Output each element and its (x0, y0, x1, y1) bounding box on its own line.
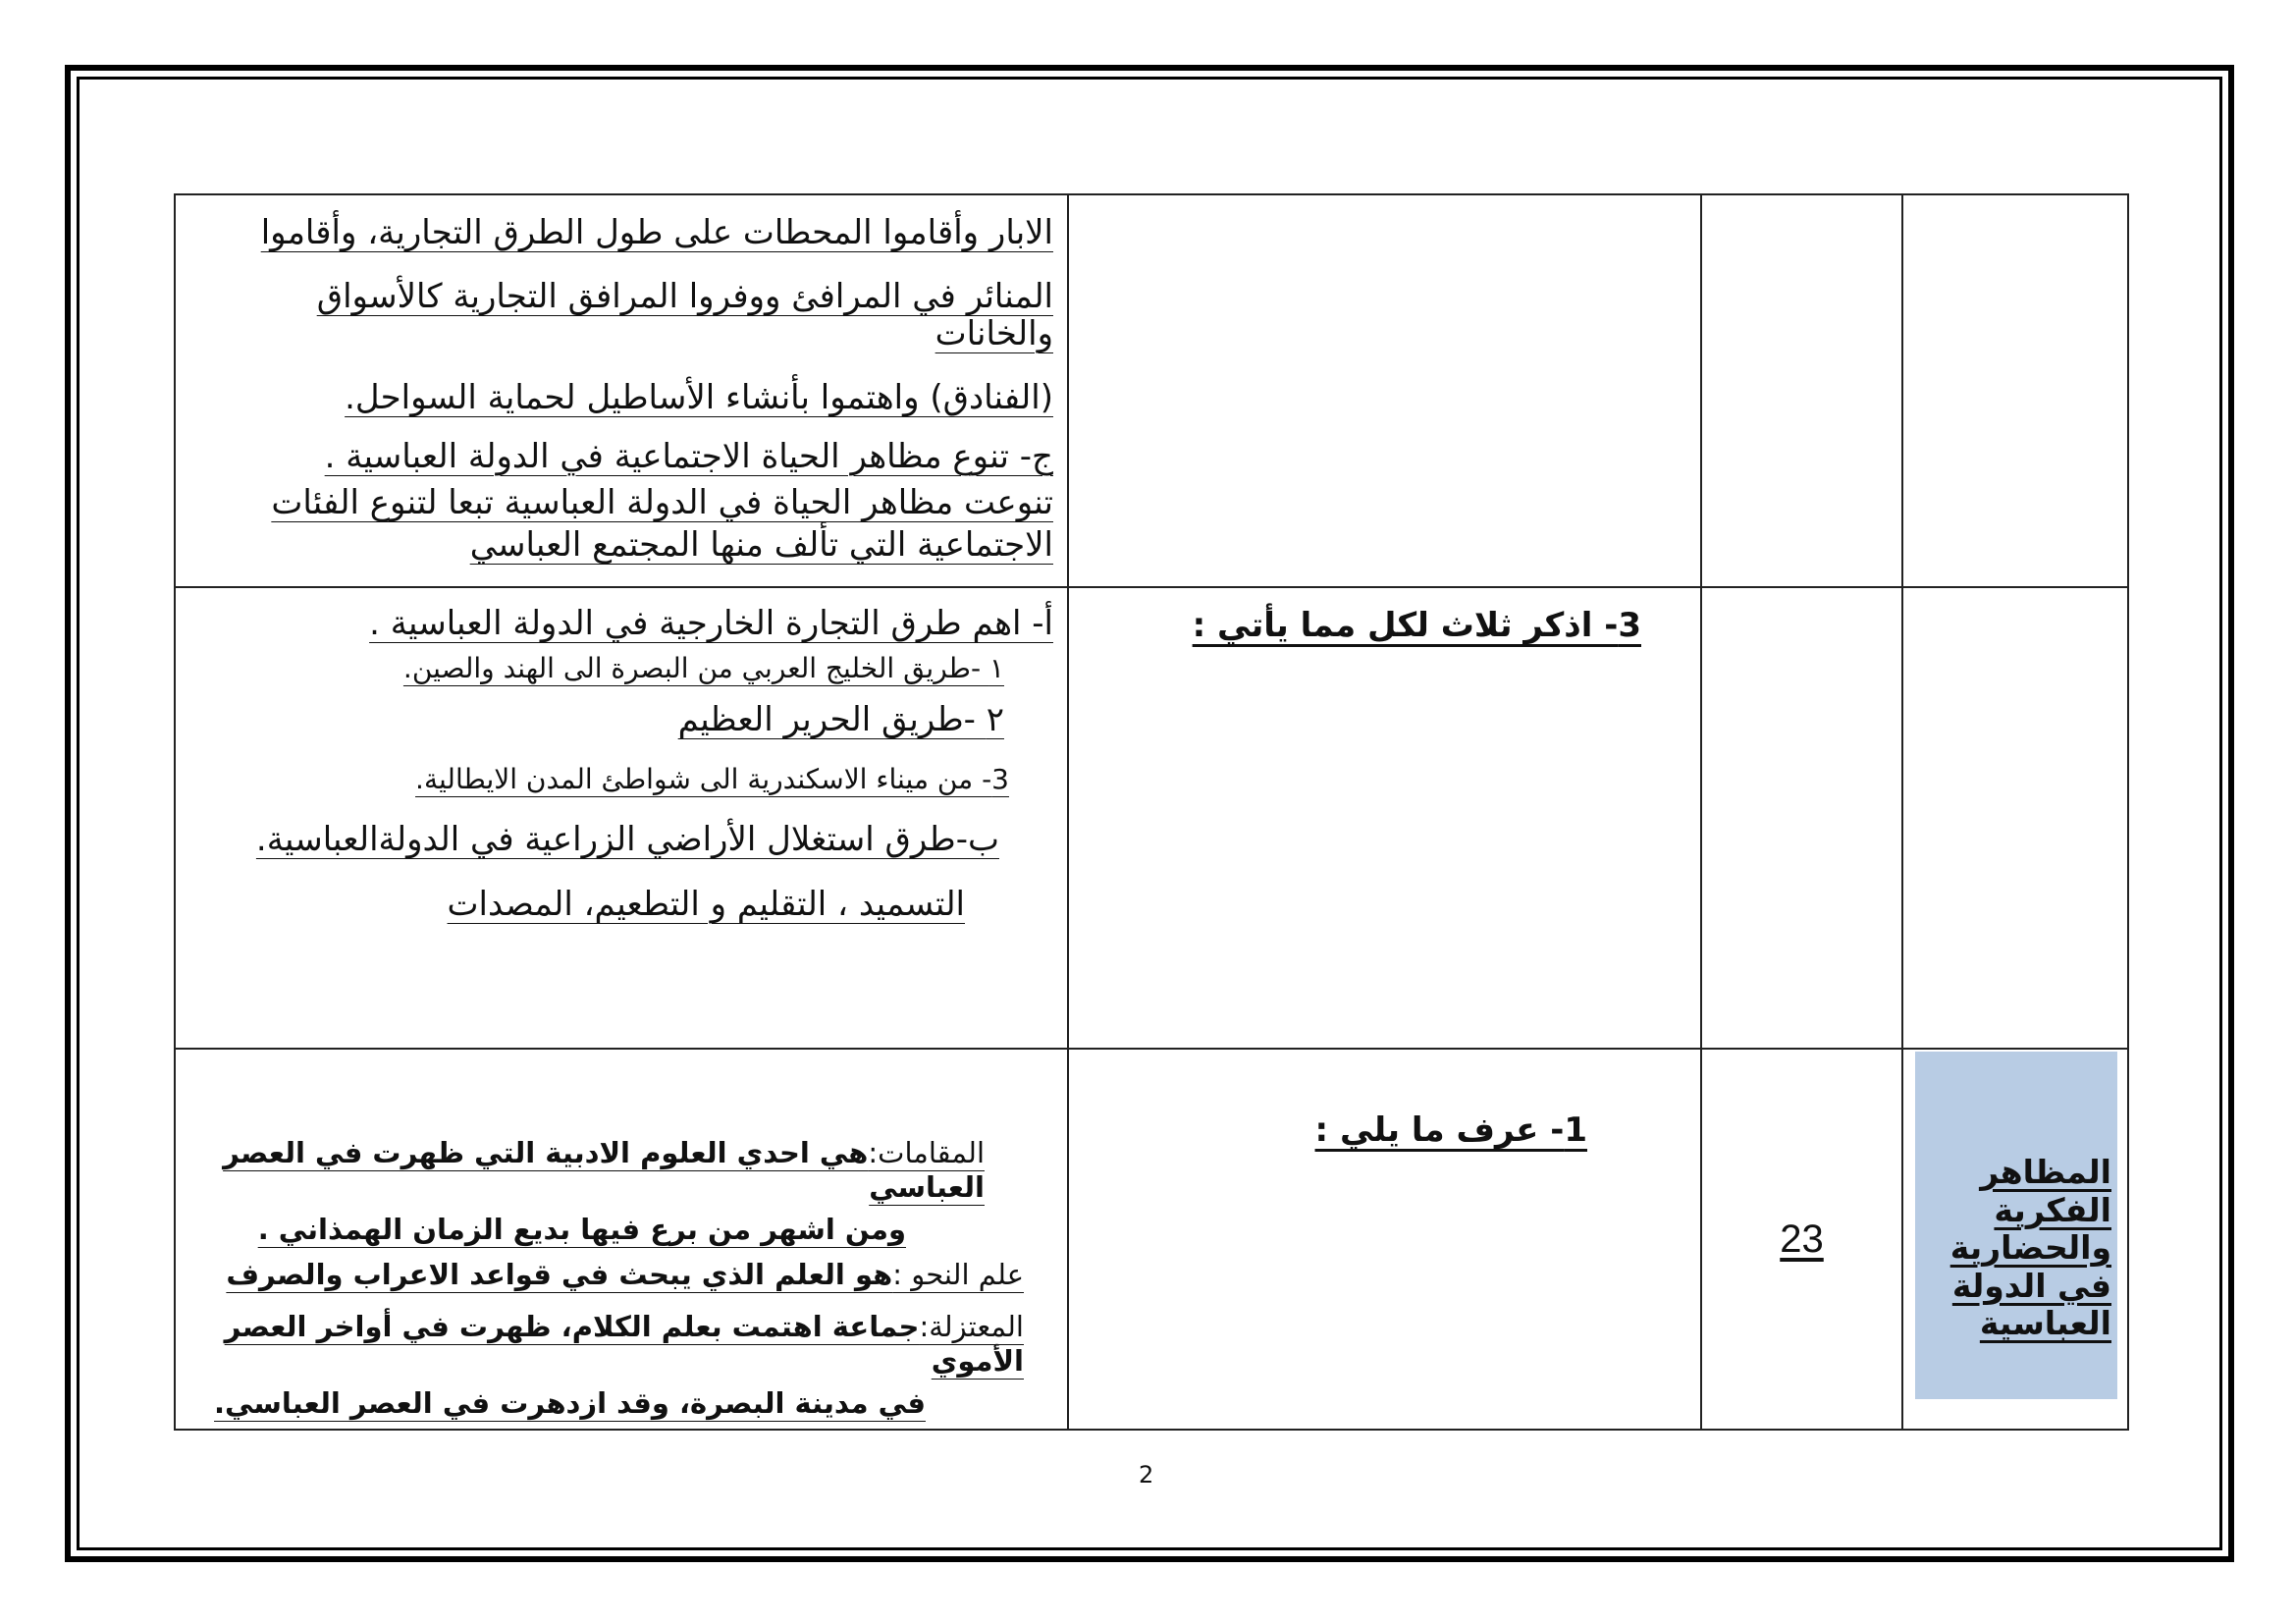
answer-line: ٢ -طريق الحرير العظيم (677, 700, 1004, 740)
number-cell (1701, 1049, 1902, 1430)
answer-line: تنوعت مظاهر الحياة في الدولة العباسية تبعا لتنوع الفئات (271, 482, 1053, 522)
definition-line: في مدينة البصرة، وقد ازدهرت في العصر العباسي. (214, 1385, 926, 1420)
topic-cell (1902, 1049, 2128, 1430)
definition-line (189, 1258, 1053, 1292)
answer-cell (175, 194, 1068, 587)
answer-cell (175, 1049, 1068, 1430)
page-number: 2 (1139, 1461, 1154, 1489)
answer-line: (الفنادق) واهتموا بأنشاء الأساطيل لحماية السواحل. (345, 378, 1053, 418)
definition-text: هو العلم الذي يبحث في قواعد الاعراب والصرف (226, 1258, 893, 1292)
table-row (175, 1049, 2128, 1430)
definition-line (189, 1136, 1053, 1205)
answer-line: 3- من ميناء الاسكندرية الى شواطئ المدن الايطالية. (415, 762, 1009, 795)
answer-line: ج- تنوع مظاهر الحياة الاجتماعية في الدولة العباسية . (324, 436, 1053, 476)
definition-term: المقامات: (868, 1136, 985, 1169)
worksheet-table (174, 193, 2129, 1431)
number-cell-empty (1701, 587, 1902, 1049)
definition-line (189, 1310, 1053, 1379)
definition-line: ومن اشهر من برع فيها بديع الزمان الهمذاني . (257, 1212, 906, 1246)
question-cell-empty (1068, 194, 1701, 587)
topic-cell-empty (1902, 587, 2128, 1049)
answer-cell (175, 587, 1068, 1049)
answer-line: ب-طرق استغلال الأراضي الزراعية في الدولةالعباسية. (255, 820, 999, 860)
table-row (175, 587, 2128, 1049)
answer-line: الابار وأقاموا المحطات على طول الطرق التجارية، وأقاموا (260, 213, 1053, 252)
definition-text: جماعة اهتمت بعلم الكلام، ظهرت في أواخر العصر الأموي (224, 1310, 1024, 1378)
answer-line: المنائر في المرافئ ووفروا المرافق التجارية كالأسواق والخانات (316, 277, 1053, 353)
topic-label: المظاهر الفكرية والحضارية في الدولة العباسية (1915, 1052, 2117, 1399)
definition-term: علم النحو : (892, 1258, 1024, 1292)
answer-line: ١ -طريق الخليج العربي من البصرة الى الهند والصين. (402, 652, 1004, 685)
definition-text: هي احدي العلوم الادبية التي ظهرت في العصر العباسي (223, 1136, 985, 1204)
question-title: 1- عرف ما يلي : (1314, 1110, 1587, 1150)
number-cell-empty (1701, 194, 1902, 587)
lesson-number: 23 (1780, 1217, 1824, 1261)
definition-term: المعتزلة: (919, 1310, 1024, 1344)
table-row (175, 194, 2128, 587)
answer-line: أ- اهم طرق التجارة الخارجية في الدولة العباسية . (369, 604, 1053, 643)
topic-cell-empty (1902, 194, 2128, 587)
question-cell (1068, 587, 1701, 1049)
question-cell (1068, 1049, 1701, 1430)
answer-line: التسميد ، التقليم و التطعيم، المصدات (447, 884, 965, 924)
question-title: 3- اذكر ثلاث لكل مما يأتي : (1192, 606, 1641, 645)
answer-line: الاجتماعية التي تألف منها المجتمع العباسي (469, 525, 1053, 566)
